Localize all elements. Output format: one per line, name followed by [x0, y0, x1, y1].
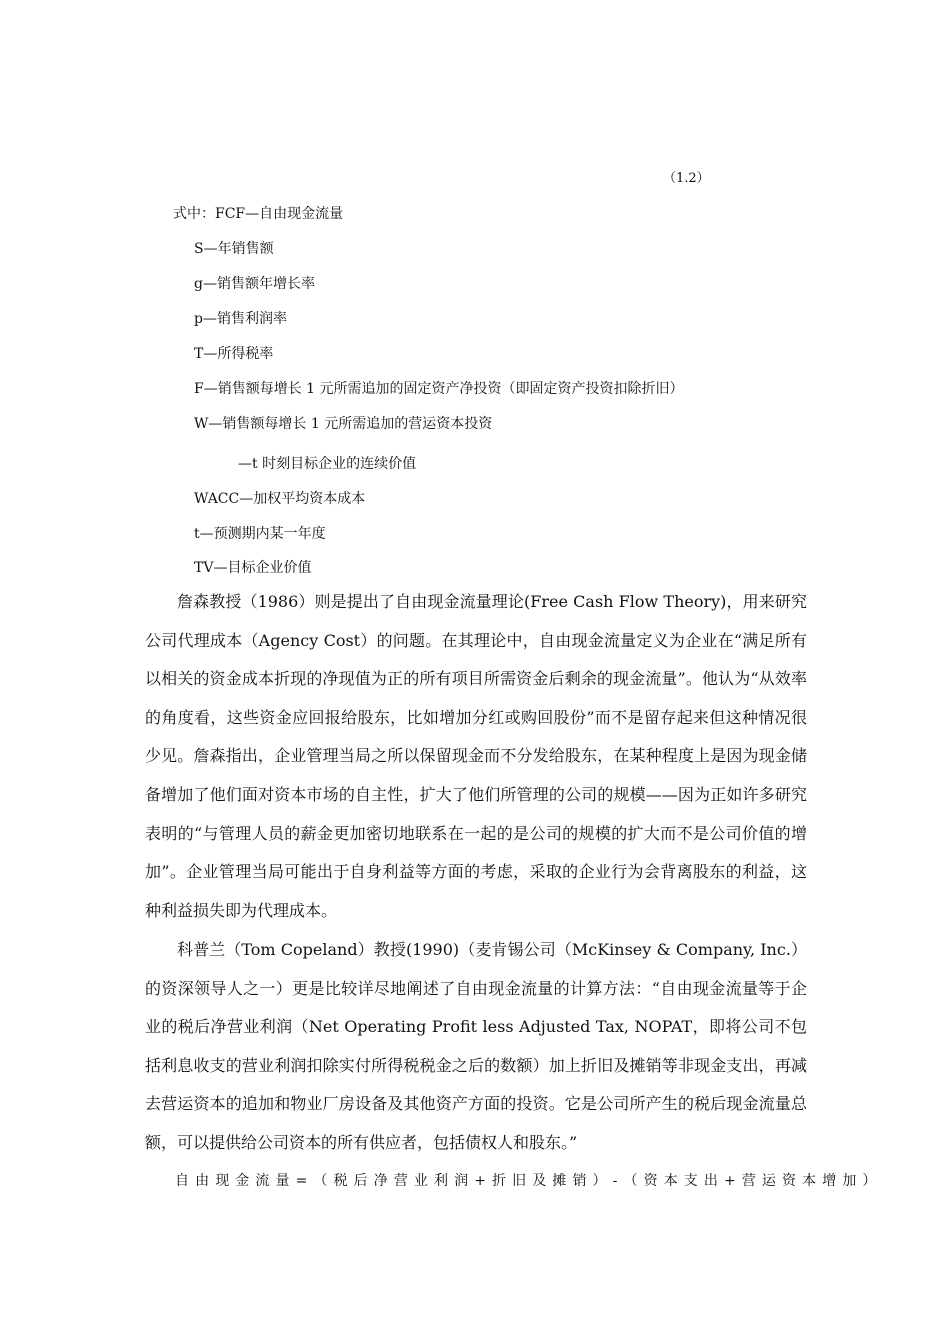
definition-w: W—销售额每增长 1 元所需追加的营运资本投资 — [194, 416, 493, 432]
definition-t: T—所得税率 — [194, 346, 274, 362]
paragraph-jensen: 詹森教授（1986）则是提出了自由现金流量理论(Free Cash Flow Theory)，用来研究公司代理成本（Agency Cost）的问题。在其理论中，自由现金流量定义为企业在“满足所有以相关的资金成本折现的净现值为正的所有项目所需资金后剩余的现金流量”。他认为“从效率的角度看，这些资金应回报给股东，比如增加分红或购回股份”而不是留存起来但这种情况很少见。詹森指出，企业管理当局之所以保留现金而不分发给股东，在某种程度上是因为现金储备增加了他们面对资本市场的自主性，扩大了他们所管理的公司的规模——因为正如许多研究表明的“与管理人员的薪金更加密切地联系在一起的是公司的规模的扩大而不是公司价值的增加”。企业管理当局可能出于自身利益等方面的考虑，采取的企业行为会背离股东的利益，这种利益损失即为代理成本。 — [145, 592, 807, 920]
definition-p: p—销售利润率 — [194, 311, 287, 327]
definition-s: S—年销售额 — [194, 241, 274, 257]
definition-t-year: t—预测期内某一年度 — [194, 526, 326, 542]
definition-fcf: 式中：FCF—自由现金流量 — [173, 206, 344, 222]
definition-wacc: WACC—加权平均资本成本 — [194, 491, 366, 507]
equation-number: （1.2） — [663, 171, 710, 186]
paragraph-copeland: 科普兰（Tom Copeland）教授(1990)（麦肯锡公司（McKinsey & Company, Inc.）的资深领导人之一）更是比较详尽地阐述了自由现金流量的计算方法：“自由现金流量等于企业的税后净营业利润（Net Operating Profit less Adjusted Tax, NOPAT，即将公司不包括利息收支的营业利润扣除实付所得税税金之后的数额）加上折旧及摊销等非现金支出，再减去营运资本的追加和物业厂房设备及其他资产方面的投资。它是公司所产生的税后现金流量总额，可以提供给公司资本的所有供应者，包括债权人和股东。” — [145, 940, 807, 1152]
fcf-formula: 自由现金流量=（税后净营业利润+折旧及摊销）-（资本支出+营运资本增加） — [175, 1173, 883, 1189]
definition-g: g—销售额年增长率 — [194, 276, 315, 292]
definition-f: F—销售额每增长 1 元所需追加的固定资产净投资（即固定资产投资扣除折旧） — [194, 381, 684, 397]
definition-continuing-value: —t 时刻目标企业的连续价值 — [238, 456, 417, 472]
definition-tv: TV—目标企业价值 — [194, 560, 312, 576]
